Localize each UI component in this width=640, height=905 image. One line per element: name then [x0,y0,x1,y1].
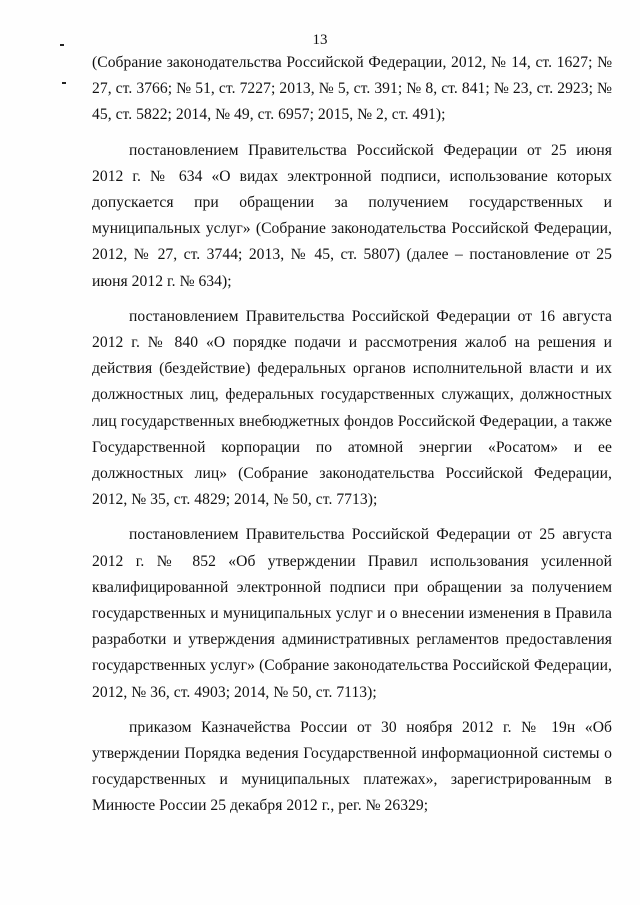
paragraph-order-19n: приказом Казначейства России от 30 ноября 2012 г. № 19н «Об утверждении Порядка ведения Государственной информационной системы о государственных и муниципальных платежах», зарегистрированным в Минюсте России 25 декабря 2012 г., рег. № 26329; [92,718,612,815]
page-number: 13 [312,32,328,48]
paragraph-decree-840: постановлением Правительства Российской Федерации от 16 августа 2012 г. № 840 «О порядке подачи и рассмотрения жалоб на решения и действия (бездействие) федеральных органов исполнительной власти и их должностных лиц, федеральных государственных служащих, должностных лиц государственных внебюджетных фондов Российской Федерации, а также Государственной корпорации по атомной энергии «Росатом» и ее должностных лиц» (Собрание законодательства Российской Федерации, 2012, № 35, ст. 4829; 2014, № 50, ст. 7713); [92,307,612,509]
document-body [92,50,612,829]
paragraph-decree-852: постановлением Правительства Российской Федерации от 25 августа 2012 г. № 852 «Об утверждении Правил использования усиленной квалифицированной электронной подписи при обращении за получением государственных и муниципальных услуг и о внесении изменения в Правила разработки и утверждения административных регламентов предоставления государственных услуг» (Собрание законодательства Российской Федерации, 2012, № 36, ст. 4903; 2014, № 50, ст. 7113); [92,526,612,701]
paragraph-continuation: (Собрание законодательства Российской Федерации, 2012, № 14, ст. 1627; № 27, ст. 3766; № 51, ст. 7227; 2013, № 5, ст. 391; № 8, ст. 841; № 23, ст. 2923; № 45, ст. 5822; 2014, № 49, ст. 6957; 2015, № 2, ст. 491); [92,54,612,124]
margin-mark [60,44,64,46]
margin-mark [62,82,66,84]
paragraph-decree-634: постановлением Правительства Российской Федерации от 25 июня 2012 г. № 634 «О видах электронной подписи, использование которых допускается при обращении за получением государственных и муниципальных услуг» (Собрание законодательства Российской Федерации, 2012, № 27, ст. 3744; 2013, № 45, ст. 5807) (далее – постановление от 25 июня 2012 г. № 634); [92,141,612,290]
